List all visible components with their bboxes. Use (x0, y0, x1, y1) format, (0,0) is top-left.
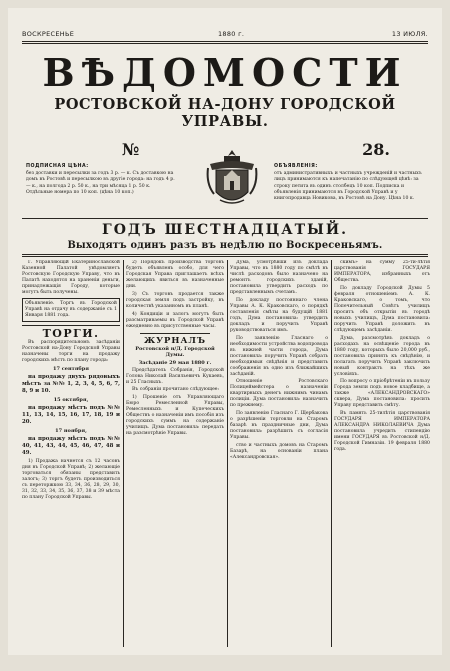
auction-lots: на продажу мѣстъ подъ №№ 11, 13, 14, 15, 16, 17, 18, 19 и 20. (22, 405, 120, 425)
paragraph: 2) Порядокъ производства торговъ будетъ объявленъ особо, для чего Городская Управа приглашаетъ всѣхъ желающихъ явиться въ назначенные дни. (126, 260, 224, 289)
auction-date: 17 сентября (53, 366, 89, 372)
price-heading: ПОДПИСНАЯ ЦѢНА: (26, 164, 89, 169)
paragraph: По вопросу о пріобрѣтеніи въ пользу Города земли подъ новое кладбище, а также «АЛЕКСАНДРОВСКАГО» сквера, Дума постановила: просить Управу представить смѣту. (334, 379, 430, 409)
top-rule-2 (22, 43, 428, 44)
column-1 (22, 260, 120, 647)
column-divider (123, 260, 124, 647)
date-label: 13 ИЮЛЯ. (391, 30, 428, 38)
paragraph: Дума, усмотрѣвши изъ доклада Управы, что въ 1880 году по смѣтѣ въ числѣ расходовъ было назначено на ремонтъ городскихъ зданій, постановила утвердить расходъ по представленнымъ счетамъ. (230, 260, 328, 295)
newspaper-subtitle: РОСТОВСКОЙ НА-ДОНУ ГОРОДСКОЙ УПРАВЫ. (54, 96, 396, 130)
section-rule (140, 333, 210, 334)
journal-date: Засѣданіе 29 мая 1880 г. (138, 359, 212, 366)
year-rule (22, 218, 428, 219)
auction-paragraph: Въ распорядительномъ засѣданіи Ростовской на-Дону Городской Управы назначены торги на продажу городскихъ мѣстъ по плану города: (22, 340, 120, 363)
newspaper-page (8, 8, 442, 655)
newspaper-title: ВѢДОМОСТИ (42, 50, 408, 95)
notice-box: Объявленіе. Торгъ въ Городской Управѣ на отдачу въ содержаніе съ 1 Января 1881 года. (22, 298, 120, 322)
weekday-label: ВОСКРЕСЕНЬЕ (22, 30, 75, 38)
issue-number: 28. (362, 140, 390, 159)
paragraph: По докладу Городской Думы 5 февраля отношеніемъ А. К. Краковскаго, о томъ, что Попечительный Совѣтъ училищъ проситъ объ открытіи въ городѣ новыхъ училищъ, Дума постановила: поручить Управѣ доложить въ слѣдующемъ засѣданіи. (334, 285, 430, 333)
announcements-text: отъ административныхъ и частныхъ учрежденій и частныхъ лицъ принимаются къ напечатанію по слѣдующей цѣнѣ: за строку петита въ одинъ столбецъ 10 коп. Подписка и объявленія принимаются въ Городской Управѣ и у книгопродавца Новикова, въ Ростовѣ на Дону. Цѣна 10 к. (274, 171, 422, 202)
columns-rule-2 (22, 256, 428, 257)
paragraph: 1) Прошеніе отъ Управляющаго Бюро Ремесленной Управы, Ремесленныхъ и Купеческихъ Обществъ о назначеніи имъ пособія изъ городскихъ суммъ на содержаніе училищъ. Дума постановила: передать на разсмотрѣніе Управы. (126, 395, 224, 437)
paragraph: По докладу постояннаго члена Управы А. К. Краковскаго, о порядкѣ составленія смѣты на будущій 1881 годъ, Дума постановила: утвердить докладъ и поручить Управѣ руководствоваться имъ. (230, 297, 328, 333)
paragraph: Въ собраніи прочитано слѣдующее: (132, 387, 220, 393)
year-line: ГОДЪ ШЕСТНАДЦАТЫЙ. (102, 222, 348, 238)
paragraph: По заявленію Гласнаго Г. Щербакова о разрѣшеніи торговли на Старомъ базарѣ въ праздничные дни, Дума постановила: разрѣшить съ согласія Управы. (230, 411, 328, 441)
year-label: 1880 г. (218, 30, 245, 38)
intro-paragraph: Г. Управляющій Екатеринославской Казенной Палатой увѣдомляетъ Ростовскую Городскую Управу, что въ Палатѣ находятся на храненіи деньги, принадлежащія Городу, которые могутъ быть получены. (22, 260, 120, 295)
auction-lots: на продажу мѣстъ подъ №№ 40, 41, 43, 44, 45, 46, 47, 48 и 49. (22, 436, 120, 456)
frequency-line: Выходятъ одинъ разъ въ недѣлю по Воскресеньямъ. (67, 240, 383, 251)
column-4 (334, 260, 430, 647)
announcements-heading: ОБЪЯВЛЕНІЯ: (274, 164, 318, 169)
paragraph: Отношеніе Ростовскаго Полицеймейстера о назначеніи квартирныхъ денегъ нижнимъ чинамъ полиціи. Дума постановила: назначить по прежнему. (230, 379, 328, 409)
paragraph: скимъ» на сумму 25-ти-лѣтія царствованія ГОСУДАРЯ ИМПЕРАТОРА, избранныхъ отъ Общества. (334, 260, 430, 283)
auction-date: 17 ноября, (55, 428, 87, 434)
column-3 (230, 260, 328, 647)
issue-number-label: № (122, 140, 140, 159)
auction-lots: на продажу двухъ рядовыхъ мѣстъ за №№ 1, 2, 3, 4, 5, 6, 7, 8, 9 и 10. (22, 374, 120, 394)
paragraph: 3) Съ торговъ продается также городская земля подъ застройку, въ количествѣ указанномъ въ планѣ. (126, 291, 224, 309)
paragraph: Дума, разсмотрѣвъ докладъ о расходахъ на освѣщеніе города въ 1880 году, которыхъ было 20,000 руб., постановила принять къ свѣдѣнію, и полагать поручить Управѣ заключить новый контрактъ на тѣхъ же условіяхъ. (334, 335, 430, 377)
city-crest-icon (206, 148, 258, 212)
paragraph: Въ память 25-тилѣтія царствованія ГОСУДАРЯ ИМПЕРАТОРА АЛЕКСАНДРА НИКОЛАЕВИЧА Дума постановила учредить стипендію имени ГОСУДАРЯ въ Ростовской н/Д. Городской Гимназіи. 19 февраля 1880 года. (334, 411, 430, 453)
top-rule (22, 41, 428, 42)
journal-heading: ЖУРНАЛЪ (143, 335, 207, 346)
subscription-price (26, 164, 176, 196)
section-rule (22, 325, 120, 326)
column-divider (331, 260, 332, 647)
paragraph: По заявленію Гласнаго о необходимости устройства водопровода въ нижней части города, Дума постановила: поручить Управѣ собрать необходимыя свѣдѣнія и представить соображенія въ одно изъ ближайшихъ засѣданій. (230, 335, 328, 377)
article-columns (22, 260, 428, 647)
price-text: без доставки и пересылки за годъ 3 р. — к. Съ доставкою на домъ въ Ростовѣ и пересылкою въ другіе города: на годъ 4 р. — к., на полгода 2 р. 50 к., на три мѣсяца 1 р. 50 к. Отдѣльные номера по 10 коп. (цѣна 10 коп.) (26, 171, 175, 195)
journal-subheading: Ростовской н/Д. Городской Думы. (135, 345, 215, 358)
columns-rule (22, 254, 428, 255)
masthead (26, 52, 424, 130)
column-divider (227, 260, 228, 647)
announcements-info (274, 164, 424, 202)
auction-date: 15 октября, (53, 397, 89, 403)
paragraph: ство и частныхъ домовъ на Старомъ Базарѣ, на основаніи плана «Александровская». (230, 442, 328, 460)
auction-conditions: 1) Продажа начнется съ 12 часовъ дня въ Городской Управѣ; 2) желающіе торговаться обязаны представить залогъ; 3) торгъ будетъ производиться съ переторжкою 33, 34, 36, 28, 29, 30, 31, 32, 33, 34, 35, 36, 37, 38 и 39 мѣста по плану Городской Управы. (22, 458, 120, 500)
paragraph: 4) Кондиціи и залогъ могутъ быть разсматриваемы въ Городской Управѣ ежедневно въ присутственные часы. (126, 311, 224, 329)
paragraph: Предсѣдатель Собранія, Городской Голова Николай Васильевичъ Кукаевъ, и 25 Гласныхъ. (126, 367, 224, 385)
column-2 (126, 260, 224, 647)
auctions-heading: ТОРГИ. (42, 327, 100, 340)
